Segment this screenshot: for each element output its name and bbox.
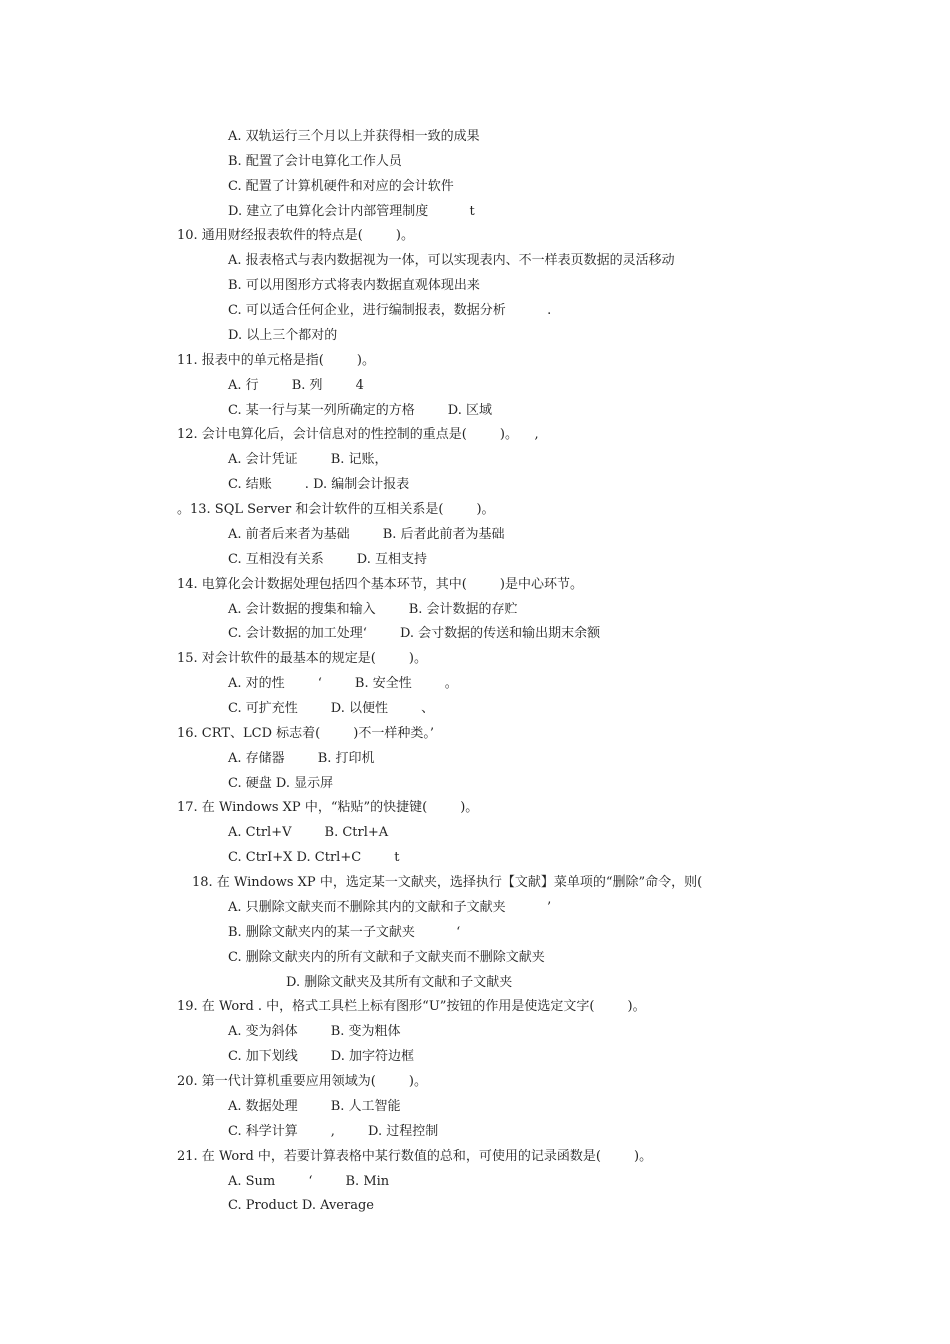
option-line: B. 可以用图形方式将表内数据直观体现出来 [228, 278, 480, 293]
question-line: 11. 报表中的单元格是指( )。 [177, 353, 376, 368]
option-line: D. 建立了电算化会计内部管理制度 t [228, 204, 475, 219]
question-line: 10. 通用财经报表软件的特点是( )。 [177, 228, 415, 243]
option-line: A. 双轨运行三个月以上并获得相一致的成果 [228, 129, 480, 144]
option-line: C. 配置了计算机硬件和对应的会计软件 [228, 179, 454, 194]
option-line: C. 会计数据的加工处理‘ D. 会寸数据的传送和输出期末余额 [228, 626, 601, 641]
option-line: A. 数据处理 B. 人工智能 [228, 1099, 401, 1114]
question-line: 16. CRT、LCD 标志着( )不一样种类。’ [177, 726, 434, 741]
option-line: A. 存储器 B. 打印机 [228, 751, 375, 766]
option-line: A. 变为斜体 B. 变为粗体 [228, 1024, 401, 1039]
question-line: 20. 第一代计算机重要应用领域为( )。 [177, 1074, 428, 1089]
option-line: A. 会计凭证 B. 记账， [228, 452, 388, 467]
option-line: A. Ctrl+V B. Ctrl+A [228, 825, 389, 840]
question-line: 。13. SQL Server 和会计软件的互相关系是( )。 [177, 502, 495, 517]
option-line: C. Product D. Average [228, 1198, 374, 1213]
option-line: A. 对的性 ‘ B. 安全性 。 [228, 676, 458, 691]
question-line: 19. 在 Word . 中，格式工具栏上标有图形“U”按钮的作用是使选定文字( )。 [177, 999, 646, 1014]
question-line: 12. 会计电算化后，会计信息对的性控制的重点是( )。 , [177, 427, 539, 442]
option-line: C. 科学计算 , D. 过程控制 [228, 1124, 439, 1139]
option-line: A. 前者后来者为基础 B. 后者此前者为基础 [228, 527, 505, 542]
option-line: C. 删除文献夹内的所有文献和子文献夹而不删除文献夹 [228, 950, 545, 965]
option-line: C. 互相没有关系 D. 互相支持 [228, 552, 428, 567]
question-line: 17. 在 Windows XP 中，“粘贴”的快捷键( )。 [177, 800, 479, 815]
option-line: D. 删除文献夹及其所有文献和子文献夹 [286, 975, 513, 990]
option-line: C. CtrI+X D. Ctrl+C t [228, 850, 400, 865]
option-line: C. 可扩充性 D. 以便性 、 [228, 701, 435, 716]
option-line: A. 只删除文献夹而不删除其内的文献和子文献夹 ’ [228, 900, 552, 915]
option-line: A. 会计数据的搜集和输入 B. 会计数据的存贮 [228, 602, 518, 617]
option-line: C. 加下划线 D. 加字符边框 [228, 1049, 415, 1064]
question-line: 15. 对会计软件的最基本的规定是( )。 [177, 651, 428, 666]
question-line: 18. 在 Windows XP 中，选定某一文献夹，选择执行【文献】菜单项的“删除”命令，则( [192, 875, 703, 890]
option-line: B. 删除文献夹内的某一子文献夹 ‘ [228, 925, 461, 940]
question-line: 14. 电算化会计数据处理包括四个基本环节，其中( )是中心环节。 [177, 577, 584, 592]
option-line: C. 结账 . D. 编制会计报表 [228, 477, 410, 492]
option-line: D. 以上三个都对的 [228, 328, 338, 343]
option-line: C. 某一行与某一列所确定的方格 D. 区域 [228, 403, 493, 418]
question-line: 21. 在 Word 中，若要计算表格中某行数值的总和，可使用的记录函数是( )。 [177, 1149, 653, 1164]
option-line: A. Sum ‘ B. Min [228, 1174, 390, 1189]
option-line: C. 可以适合任何企业，进行编制报表，数据分析 . [228, 303, 552, 318]
option-line: B. 配置了会计电算化工作人员 [228, 154, 402, 169]
option-line: A. 行 B. 列 4 [228, 378, 364, 393]
option-line: C. 硬盘 D. 显示屏 [228, 776, 334, 791]
option-line: A. 报表格式与表内数据视为一体，可以实现表内、不一样表页数据的灵活移动 [228, 253, 675, 268]
